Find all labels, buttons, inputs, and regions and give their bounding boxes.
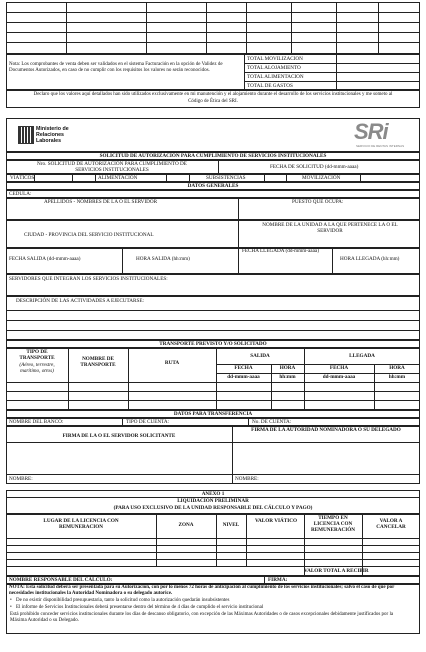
- descripcion-label: DESCRIPCIÓN DE LAS ACTIVIDADES A EJECUTARSE:: [16, 298, 144, 304]
- tiempo-label: TIEMPO EN LICENCIA CON REMUNERACIÓN: [310, 515, 356, 533]
- hora-llegada-label: HORA LLEGADA (hh:mm): [340, 256, 400, 262]
- ruta-label: RUTA: [164, 360, 180, 366]
- salida-fecha-format: dd-mmm-aaaa: [227, 374, 260, 380]
- type-subsistencias: SUBSISTENCIAS: [206, 175, 246, 181]
- nota-bullet-2-icon: •: [10, 605, 12, 610]
- firma-servidor-label: FIRMA DE LA O EL SERVIDOR SOLICITANTE: [62, 433, 176, 439]
- sri-logo-text: SRi: [354, 119, 388, 144]
- nombre-transporte-label: NOMBRE DE TRANSPORTE: [80, 356, 116, 368]
- tipo-transporte-label: TIPO DE TRANSPORTE: [19, 349, 55, 361]
- transporte-heading: TRANSPORTE PREVISTO Y/O SOLICITADO: [159, 341, 267, 347]
- nombre-autoridad-label: NOMBRE:: [235, 476, 259, 482]
- ministry-emblem-icon: [18, 126, 34, 144]
- liquidacion-subtitle: (PARA USO EXCLUSIVO DE LA UNIDAD RESPONSABLE DEL CÁLCULO Y PAGO): [113, 505, 313, 511]
- ministry-logo: [18, 124, 76, 146]
- declaration-text: Declaro que los valores aquí detallados han sido utilizados exclusivamente en mi manutención y el alojamiento durante el desarrollo de los servicios institucionales y me someto al Código de Ética del SRI.: [33, 92, 393, 104]
- salida-hora-label: HORA: [279, 365, 296, 371]
- llegada-label: LLEGADA: [349, 353, 375, 359]
- nombre-servidor-label: NOMBRE:: [9, 476, 33, 482]
- nota-2: El informe de Servicios Institucionales deberá presentarse dentro del término de 4 días de cumplido el servicio institucional: [16, 605, 264, 610]
- ministry-name: Ministerio de Relaciones Laborales: [36, 126, 69, 144]
- form-title: SOLICITUD DE AUTORIZACIÓN PARA CUMPLIMIENTO DE SERVICIOS INSTITUCIONALES: [99, 153, 327, 159]
- salida-label: SALIDA: [250, 353, 270, 359]
- fecha-llegada-label: FECHA LLEGADA (dd-mmm-aaaa): [242, 248, 319, 254]
- type-alimentacion: ALIMENTACIÓN: [98, 175, 138, 181]
- anexo-title: ANEXO 1: [201, 491, 225, 497]
- tipo-transporte-sub: (Aéreo, terrestre, marítimo, otros): [19, 362, 55, 374]
- ciudad-label: CIUDAD - PROVINCIA DEL SERVICIO INSTITUCIONAL: [24, 232, 154, 238]
- llegada-hora-label: HORA: [389, 365, 405, 371]
- type-movilizacion: MOVILIZACIÓN: [302, 175, 341, 181]
- llegada-fecha-format: dd-mmm-aaaa: [322, 374, 356, 380]
- llegada-hora-format: hh:mm: [388, 374, 406, 380]
- liquidacion-title: LIQUIDACIÓN PRELIMINAR: [177, 498, 249, 504]
- responsable-label: NOMBRE RESPONSABLE DEL CÁLCULO:: [9, 577, 113, 583]
- firma-autoridad-label: FIRMA DE LA AUTORIDAD NOMINADORA O SU DELEGADO: [251, 427, 401, 433]
- request-number-label: Nro. SOLICITUD DE AUTORIZACIÓN PARA CUMPLIMIENTO DE SERVICIOS INSTITUCIONALES: [37, 161, 187, 173]
- unidad-label: NOMBRE DE LA UNIDAD A LA QUE PERTENECE LA O EL SERVIDOR: [262, 222, 398, 234]
- valor-viatico-label: VALOR VIÁTICO: [254, 518, 298, 524]
- nota-principal: NOTA: Esta solicitud deberá ser presentada para su Autorización, con por lo menos 72 horas de anticipación al cumplimiento de los servicios institucionales; salvo el caso de que por necesidades institucionales la Autoridad Nominadora o su delegado autorice.: [9, 585, 395, 596]
- apellidos-label: APELLIDOS - NOMBRES DE LA O EL SERVIDOR: [44, 199, 158, 205]
- nota-1: De no existir disponibilidad presupuestaria, tanto la solicitud como la autorización quedarán insubsistentes: [16, 598, 230, 603]
- expenses-grid: [6, 2, 420, 54]
- total-alojamiento: TOTAL ALOJAMIENTO: [247, 65, 301, 71]
- total-alimentacion: TOTAL ALIMENTACION: [247, 74, 304, 80]
- sri-subtitle: SERVICIO DE RENTAS INTERNAS: [356, 144, 405, 148]
- type-viaticos: VIÁTICOS: [10, 175, 35, 181]
- servidores-label: SERVIDORES QUE INTEGRAN LOS SERVICIOS INSTITUCIONALES:: [9, 276, 168, 282]
- datos-generales-heading: DATOS GENERALES: [187, 183, 239, 189]
- nivel-label: NIVEL: [222, 522, 240, 528]
- total-gastos: TOTAL DE GASTOS: [247, 83, 293, 89]
- hora-salida-label: HORA SALIDA (hh:mm): [136, 256, 190, 262]
- tipo-cuenta-label: TIPO DE CUENTA:: [126, 419, 170, 425]
- salida-hora-format: hh:mm: [279, 374, 296, 380]
- banco-label: NOMBRE DEL BANCO:: [9, 419, 64, 425]
- fecha-salida-label: FECHA SALIDA (dd-mmm-aaaa): [9, 256, 81, 262]
- salida-fecha-label: FECHA: [234, 365, 253, 371]
- nota-3: Está prohibido conceder servicios institucionales durante los días de descanso obligatorio, con excepción de las Máximas Autoridades o de casos excepcionales debidamente justificados por la Máxima Autoridad o su Delegado.: [10, 612, 394, 623]
- firma-responsable-label: FIRMA:: [268, 577, 288, 583]
- valor-cancelar-label: VALOR A CANCELAR: [376, 518, 406, 530]
- llegada-fecha-label: FECHA: [329, 365, 349, 371]
- sri-logo: [350, 121, 412, 149]
- request-date-label: FECHA DE SOLICITUD (dd-mmm-aaaa): [270, 164, 359, 170]
- zona-label: ZONA: [178, 522, 194, 528]
- total-movilizacion: TOTAL MOVILIZACION: [247, 56, 303, 62]
- cedula-label: CEDULA:: [9, 191, 32, 197]
- puesto-label: PUESTO QUE OCUPA:: [292, 199, 344, 205]
- no-cuenta-label: No. DE CUENTA:: [252, 419, 292, 425]
- transferencia-heading: DATOS PARA TRANSFERENCIA: [173, 411, 253, 417]
- lugar-label: LUGAR DE LA LICENCIA CON REMUNERACION: [43, 518, 119, 530]
- valor-total-label: VALOR TOTAL A RECIBIR: [304, 568, 369, 574]
- validation-note: Nota: Los comprobantes de venta deben ser validados en el sistema Facturación en la opción de Validez de Documentos Autorizados, en caso de no cumplir con los requisitos los valores no serán reconocidos.: [9, 62, 223, 73]
- nota-bullet-1-icon: •: [10, 598, 12, 603]
